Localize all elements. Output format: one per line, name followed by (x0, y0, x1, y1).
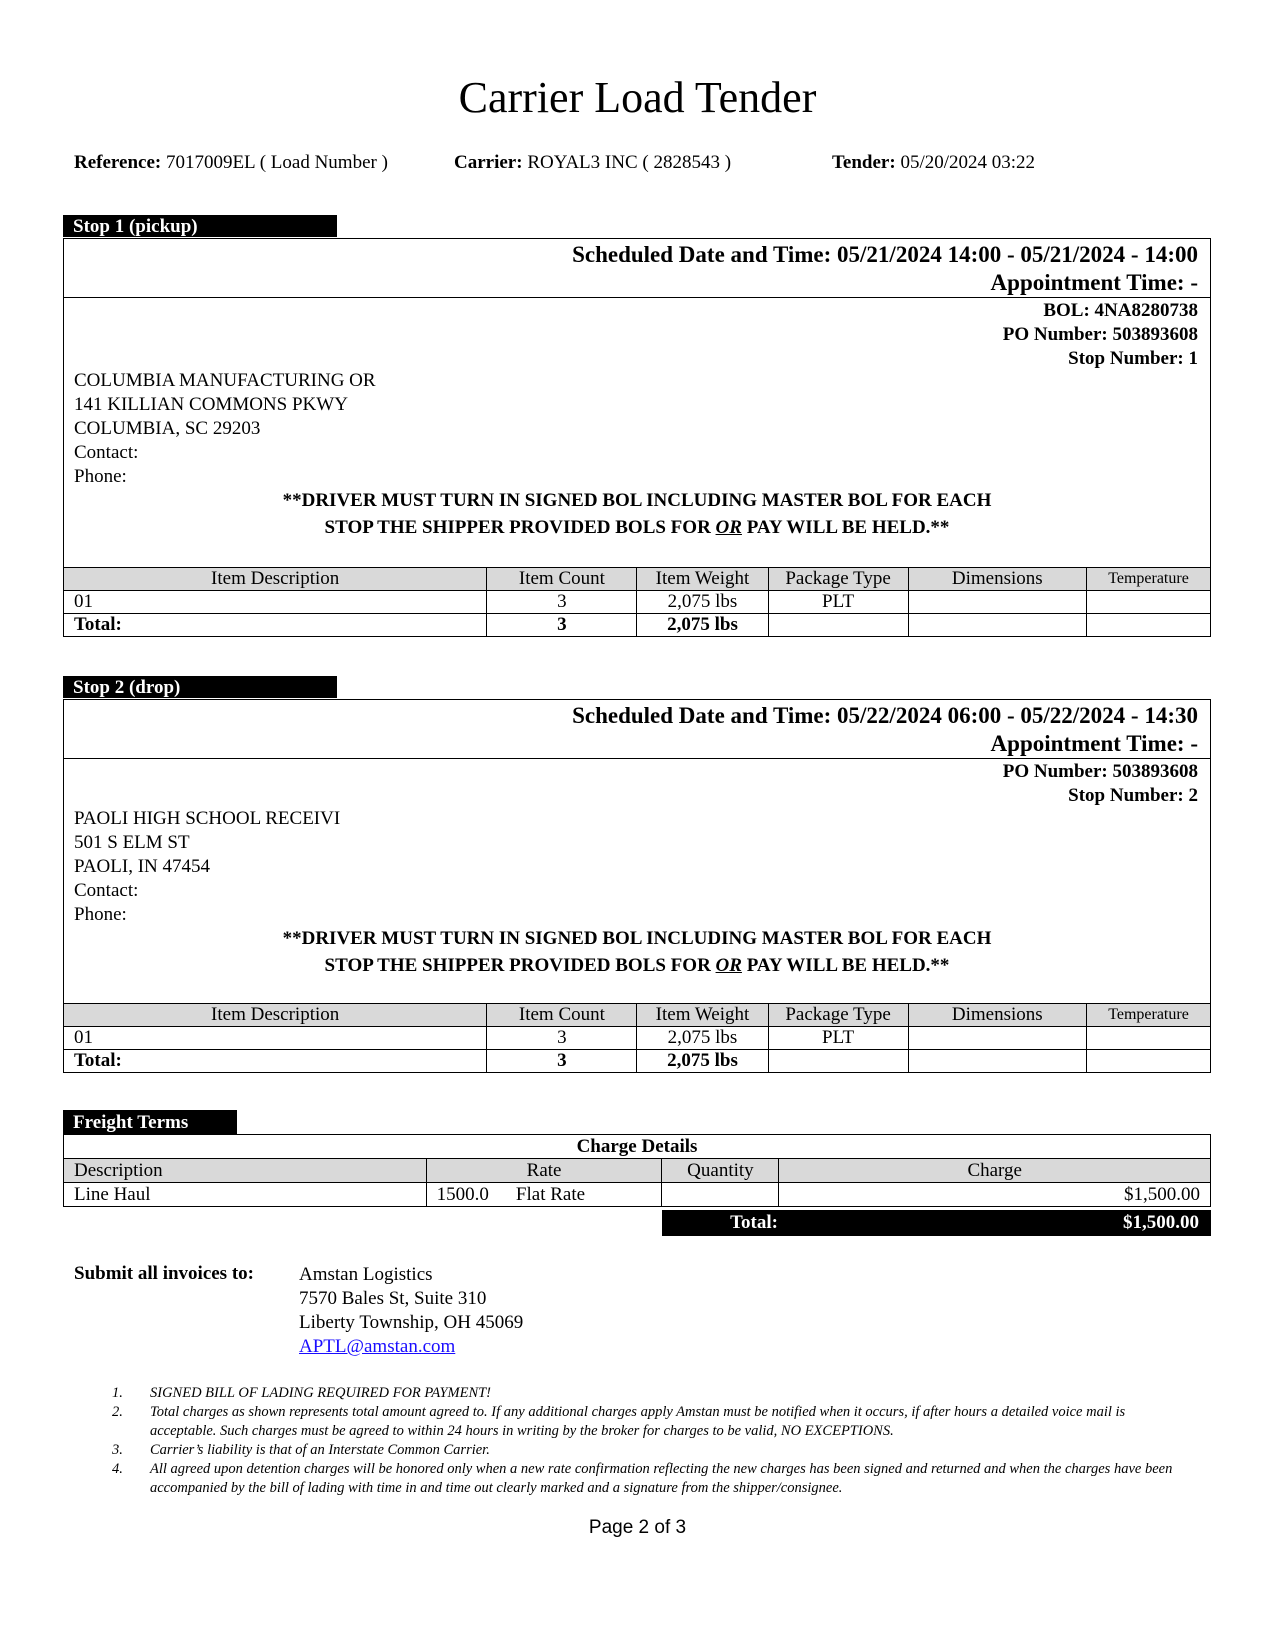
total-label: Total: (64, 614, 487, 637)
item-dimensions (908, 591, 1086, 614)
reference-value: 7017009EL ( Load Number ) (165, 152, 388, 173)
invoice-street: 7570 Bales St, Suite 310 (299, 1288, 487, 1309)
list-item (110, 1384, 1195, 1403)
notice-line2-pre: STOP THE SHIPPER PROVIDED BOLS FOR (324, 955, 716, 976)
carrier-field (454, 152, 731, 174)
col-description: Description (64, 1159, 427, 1183)
notice-line2-post: PAY WILL BE HELD.** (741, 955, 950, 976)
col-dimensions: Dimensions (908, 568, 1086, 591)
reference-label: Reference: (74, 152, 162, 173)
item-weight: 2,075 lbs (637, 1027, 768, 1050)
total-weight: 2,075 lbs (637, 614, 768, 637)
charge-amount: $1,500.00 (779, 1183, 1211, 1207)
charge-total-label: Total: (730, 1212, 778, 1233)
total-row (64, 614, 1211, 637)
stop1-appointment: Appointment Time: - (990, 270, 1198, 295)
notice-or: OR (715, 517, 742, 538)
notice-line2-pre: STOP THE SHIPPER PROVIDED BOLS FOR (324, 517, 716, 538)
stop1-city: COLUMBIA, SC 29203 (74, 418, 261, 439)
charge-header-row (64, 1159, 1211, 1183)
charge-caption-row (64, 1135, 1211, 1159)
note-number: 3. (112, 1442, 123, 1458)
note-number: 4. (112, 1461, 123, 1477)
stop2-items-table (63, 1003, 1211, 1073)
notice-or: OR (715, 955, 742, 976)
tender-value: 05/20/2024 03:22 (900, 152, 1036, 173)
note-number: 2. (112, 1404, 123, 1420)
item-dimensions (908, 1027, 1086, 1050)
stop2-stop-number: Stop Number: 2 (1068, 785, 1198, 806)
item-description: 01 (64, 591, 487, 614)
stop1-street: 141 KILLIAN COMMONS PKWY (74, 394, 348, 415)
item-count: 3 (487, 1027, 637, 1050)
item-package-type: PLT (768, 591, 908, 614)
stop2-schedule-header (64, 700, 1210, 759)
stop1-bol: BOL: 4NA8280738 (1043, 300, 1198, 321)
charge-total-bar (662, 1210, 1211, 1236)
stop1-phone: Phone: (74, 466, 127, 487)
stop1-schedule-header (64, 239, 1210, 298)
charge-rate-type: Flat Rate (515, 1184, 586, 1205)
table-row (64, 1027, 1211, 1050)
col-item-weight: Item Weight (637, 1004, 768, 1027)
invoice-label: Submit all invoices to: (74, 1263, 254, 1284)
col-item-count: Item Count (487, 1004, 637, 1027)
col-item-count: Item Count (487, 568, 637, 591)
stop1-address (74, 369, 376, 489)
total-count: 3 (487, 1050, 637, 1073)
stop2-contact: Contact: (74, 880, 139, 901)
item-description: 01 (64, 1027, 487, 1050)
note-text: SIGNED BILL OF LADING REQUIRED FOR PAYMENT! (150, 1385, 492, 1401)
reference-field (74, 152, 388, 174)
carrier-label: Carrier: (454, 152, 523, 173)
stop2-phone: Phone: (74, 904, 127, 925)
total-count: 3 (487, 614, 637, 637)
invoice-company: Amstan Logistics (299, 1264, 433, 1285)
stop2-address (74, 807, 340, 927)
stop1-box (63, 238, 1211, 568)
invoice-address (299, 1263, 523, 1359)
notice-line2 (64, 952, 1210, 979)
notice-line1: **DRIVER MUST TURN IN SIGNED BOL INCLUDING MASTER BOL FOR EACH (282, 928, 992, 949)
carrier-value: ROYAL3 INC ( 2828543 ) (527, 152, 732, 173)
stop2-po-number: PO Number: 503893608 (1002, 761, 1198, 782)
stop1-tag: Stop 1 (pickup) (63, 215, 337, 237)
terms-notes-list (110, 1384, 1195, 1498)
charge-total-value: $1,500.00 (1123, 1212, 1199, 1233)
notice-line2 (64, 514, 1210, 541)
page-title: Carrier Load Tender (458, 73, 817, 122)
stop2-scheduled: Scheduled Date and Time: 05/22/2024 06:00 - 05/22/2024 - 14:30 (572, 703, 1198, 728)
col-temperature: Temperature (1086, 1004, 1210, 1027)
item-temperature (1086, 591, 1210, 614)
charge-rate: 1500.0 (436, 1184, 489, 1205)
col-temperature: Temperature (1086, 568, 1210, 591)
stop2-driver-notice (64, 925, 1210, 979)
notice-line2-post: PAY WILL BE HELD.** (741, 517, 950, 538)
total-row (64, 1050, 1211, 1073)
tender-label: Tender: (832, 152, 896, 173)
notice-line1: **DRIVER MUST TURN IN SIGNED BOL INCLUDING MASTER BOL FOR EACH (282, 490, 992, 511)
stop1-stop-number: Stop Number: 1 (1068, 348, 1198, 369)
invoice-email-link[interactable]: APTL@amstan.com (299, 1336, 456, 1357)
charge-details-table (63, 1134, 1211, 1207)
col-package-type: Package Type (768, 568, 908, 591)
col-rate: Rate (426, 1159, 662, 1183)
total-weight: 2,075 lbs (637, 1050, 768, 1073)
col-item-description: Item Description (64, 568, 487, 591)
col-dimensions: Dimensions (908, 1004, 1086, 1027)
stop1-driver-notice (64, 487, 1210, 541)
charge-rate-cell (426, 1183, 662, 1207)
list-item (110, 1460, 1195, 1498)
stop2-tag: Stop 2 (drop) (63, 676, 337, 698)
table-row (64, 1183, 1211, 1207)
table-row (64, 591, 1211, 614)
note-text: Carrier’s liability is that of an Interstate Common Carrier. (150, 1442, 490, 1458)
stop2-name: PAOLI HIGH SCHOOL RECEIVI (74, 808, 341, 829)
invoice-city: Liberty Township, OH 45069 (299, 1312, 524, 1333)
note-text: All agreed upon detention charges will be honored only when a new rate confirmation reflecting the new charges has been signed and returned and when the charges have been accompanied by the bill of lading with time in and time out clearly marked and a signature from the shipper/consignee. (150, 1461, 1173, 1496)
list-item (110, 1441, 1195, 1460)
item-package-type: PLT (768, 1027, 908, 1050)
charge-quantity (662, 1183, 779, 1207)
freight-terms-tag: Freight Terms (63, 1110, 237, 1134)
item-weight: 2,075 lbs (637, 591, 768, 614)
items-header-row (64, 568, 1211, 591)
stop1-scheduled: Scheduled Date and Time: 05/21/2024 14:00 - 05/21/2024 - 14:00 (572, 242, 1198, 267)
col-item-description: Item Description (64, 1004, 487, 1027)
stop1-name: COLUMBIA MANUFACTURING OR (74, 370, 376, 391)
col-package-type: Package Type (768, 1004, 908, 1027)
stop2-street: 501 S ELM ST (74, 832, 190, 853)
tender-field (832, 152, 1035, 174)
note-number: 1. (112, 1385, 123, 1401)
list-item (110, 1403, 1195, 1441)
stop1-contact: Contact: (74, 442, 139, 463)
page-number: Page 2 of 3 (588, 1517, 687, 1538)
item-count: 3 (487, 591, 637, 614)
charge-details-caption: Charge Details (64, 1135, 1211, 1159)
stop2-city: PAOLI, IN 47454 (74, 856, 210, 877)
stop1-items-table (63, 567, 1211, 637)
total-label: Total: (64, 1050, 487, 1073)
item-temperature (1086, 1027, 1210, 1050)
stop2-appointment: Appointment Time: - (990, 731, 1198, 756)
charge-description: Line Haul (64, 1183, 427, 1207)
col-charge: Charge (779, 1159, 1211, 1183)
stop2-box (63, 699, 1211, 1012)
stop1-po-number: PO Number: 503893608 (1002, 324, 1198, 345)
items-header-row (64, 1004, 1211, 1027)
note-text: Total charges as shown represents total amount agreed to. If any additional charges apply Amstan must be notified when it occurs, if after hours a detailed voice mail is acceptable. Such charges must be agreed to within 24 hours in writing by the broker for charges to be valid, NO EXCEPTIONS. (150, 1404, 1126, 1439)
col-item-weight: Item Weight (637, 568, 768, 591)
col-quantity: Quantity (662, 1159, 779, 1183)
